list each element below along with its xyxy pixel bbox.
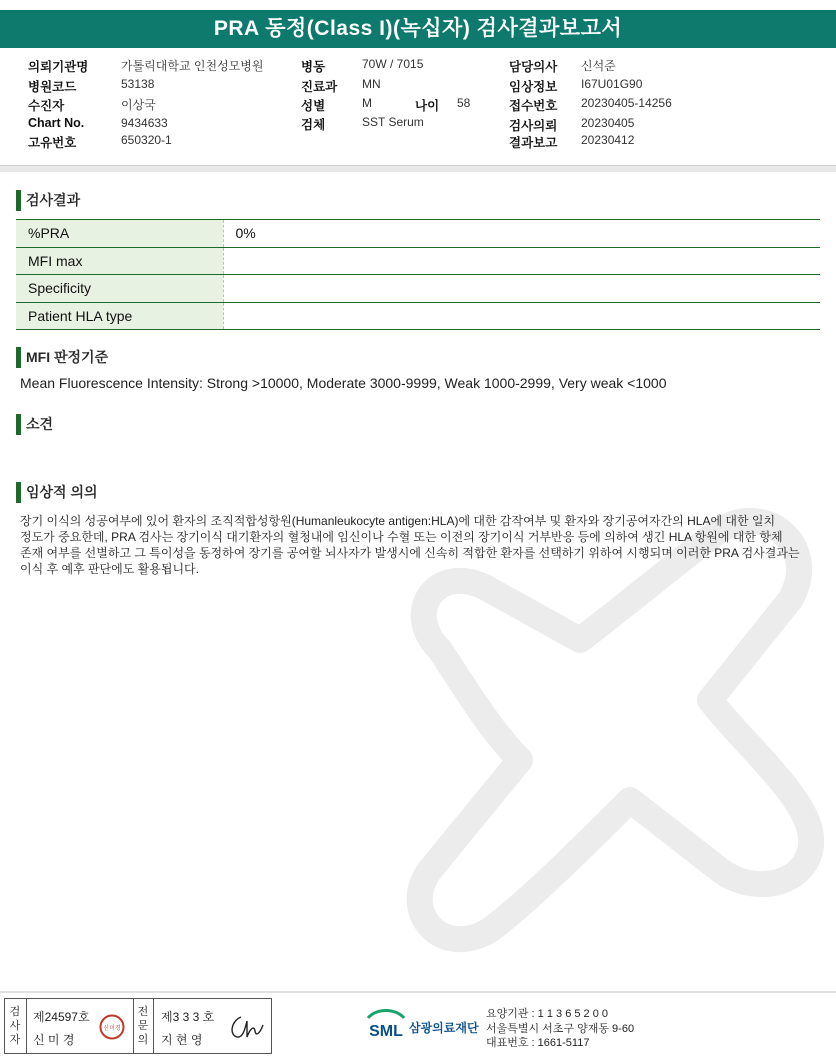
clinical-meaning-title: 임상적 의의 [16, 481, 98, 503]
result-label-hla-type: Patient HLA type [16, 302, 223, 330]
patient-label: 수진자 [28, 99, 65, 113]
sml-logo-icon [364, 1006, 408, 1046]
org-name: 삼광의료재단 [409, 1021, 479, 1035]
table-row [16, 302, 820, 330]
specimen-label: 검체 [301, 118, 326, 132]
chart-no-value: 9434633 [121, 116, 168, 130]
cell-divider [133, 999, 134, 1053]
opinion-section-title: 소견 [16, 413, 53, 435]
result-label-pra: %PRA [16, 220, 223, 248]
results-table [16, 219, 820, 330]
doctor-value: 신석준 [581, 59, 616, 73]
ward-value: 70W / 7015 [362, 57, 424, 71]
approver-license-no: 제3 3 3 호 [161, 1010, 215, 1024]
receipt-no-value: 20230405-14256 [581, 96, 672, 110]
cell-divider [153, 999, 154, 1053]
mfi-criteria-text: Mean Fluorescence Intensity: Strong >10000, Moderate 3000-9999, Weak 1000-2999, Very weak <1000 [20, 375, 667, 391]
tester-seal-icon [99, 1014, 125, 1040]
tester-name: 신 미 경 [33, 1033, 75, 1047]
tester-seal-text: 신미경 [103, 1025, 121, 1032]
result-value-specificity [223, 275, 820, 303]
tester-label-1: 검 [9, 1006, 21, 1018]
org-phone: 대표번호 : 1661-5117 [486, 1037, 590, 1049]
dept-label: 진료과 [301, 80, 338, 94]
clinical-meaning-text [20, 513, 820, 577]
result-value-pra: 0% [223, 220, 820, 248]
sex-label: 성별 [301, 99, 326, 113]
sex-value: M [362, 96, 372, 110]
hospital-code-value: 53138 [121, 77, 155, 91]
approver-label-3: 의 [137, 1034, 149, 1046]
report-date-label: 결과보고 [509, 136, 558, 150]
clinical-line: 존재 여부를 선별하고 그 특이성을 동정하여 장기를 공여할 뇌사자가 발생시에 신속히 적합한 환자를 선택하기 위하여 시행되며 이러한 PRA 검사결과는 [20, 546, 800, 560]
tester-license-no: 제24597호 [33, 1010, 90, 1024]
result-value-mfi-max [223, 247, 820, 275]
org-address: 서울특별시 서초구 양재동 9-60 [486, 1022, 635, 1035]
unique-no-value: 650320-1 [121, 133, 172, 147]
cell-divider [26, 999, 27, 1053]
header-divider [0, 166, 836, 172]
results-section-title: 검사결과 [16, 189, 80, 211]
patient-value: 이상국 [121, 98, 156, 112]
result-value-hla-type [223, 302, 820, 330]
clinical-line: 장기 이식의 성공여부에 있어 환자의 조직적합성항원(Humanleukocyte antigen:HLA)에 대한 감작여부 및 환자와 장기공여자간의 HLA에 대한 일치 [20, 514, 776, 528]
sml-logo-text: SML [369, 1023, 403, 1040]
approver-name: 지 현 영 [161, 1033, 203, 1047]
table-row [16, 275, 820, 303]
chart-no-label: Chart No. [28, 116, 85, 130]
age-value: 58 [457, 96, 471, 110]
unique-no-label: 고유번호 [28, 136, 77, 150]
institution-label: 의뢰기관명 [28, 60, 89, 74]
doctor-label: 담당의사 [509, 60, 558, 74]
tester-label-2: 사 [9, 1020, 21, 1032]
clinical-info-label: 임상정보 [509, 80, 558, 94]
dept-value: MN [362, 77, 381, 91]
org-info [486, 1007, 634, 1051]
hospital-code-label: 병원코드 [28, 80, 77, 94]
footer-divider [0, 991, 836, 993]
approver-signature-icon [227, 1011, 267, 1043]
clinical-line: 정도가 중요한데, PRA 검사는 장기이식 대기환자의 혈청내에 임신이나 수혈 또는 이전의 장기이식 거부반응 등에 의하여 생긴 HLA 항원에 대한 항체 [20, 530, 783, 544]
approver-label-1: 전 [137, 1006, 149, 1018]
specimen-value: SST Serum [362, 115, 424, 129]
approver-label-2: 문 [137, 1020, 149, 1032]
receipt-no-label: 접수번호 [509, 99, 558, 113]
table-row [16, 247, 820, 275]
clinical-info-value: I67U01G90 [581, 77, 643, 91]
request-date-label: 검사의뢰 [509, 119, 558, 133]
clinical-line: 이식 후 예후 판단에도 활용됩니다. [20, 562, 199, 576]
result-label-mfi-max: MFI max [16, 247, 223, 275]
signature-box [4, 998, 272, 1054]
request-date-value: 20230405 [581, 116, 635, 130]
ward-label: 병동 [301, 60, 326, 74]
age-label: 나이 [415, 99, 440, 113]
mfi-section-title: MFI 판정기준 [16, 346, 108, 368]
result-label-specificity: Specificity [16, 275, 223, 303]
institution-value: 가톨릭대학교 인천성모병원 [121, 59, 264, 73]
org-code: 요양기관 : 1 1 3 6 5 2 0 0 [486, 1008, 609, 1020]
report-title: PRA 동정(Class I)(녹십자) 검사결과보고서 [0, 10, 836, 48]
table-row [16, 220, 820, 248]
tester-label-3: 자 [9, 1034, 21, 1046]
patient-info-panel [0, 48, 836, 166]
report-date-value: 20230412 [581, 133, 635, 147]
